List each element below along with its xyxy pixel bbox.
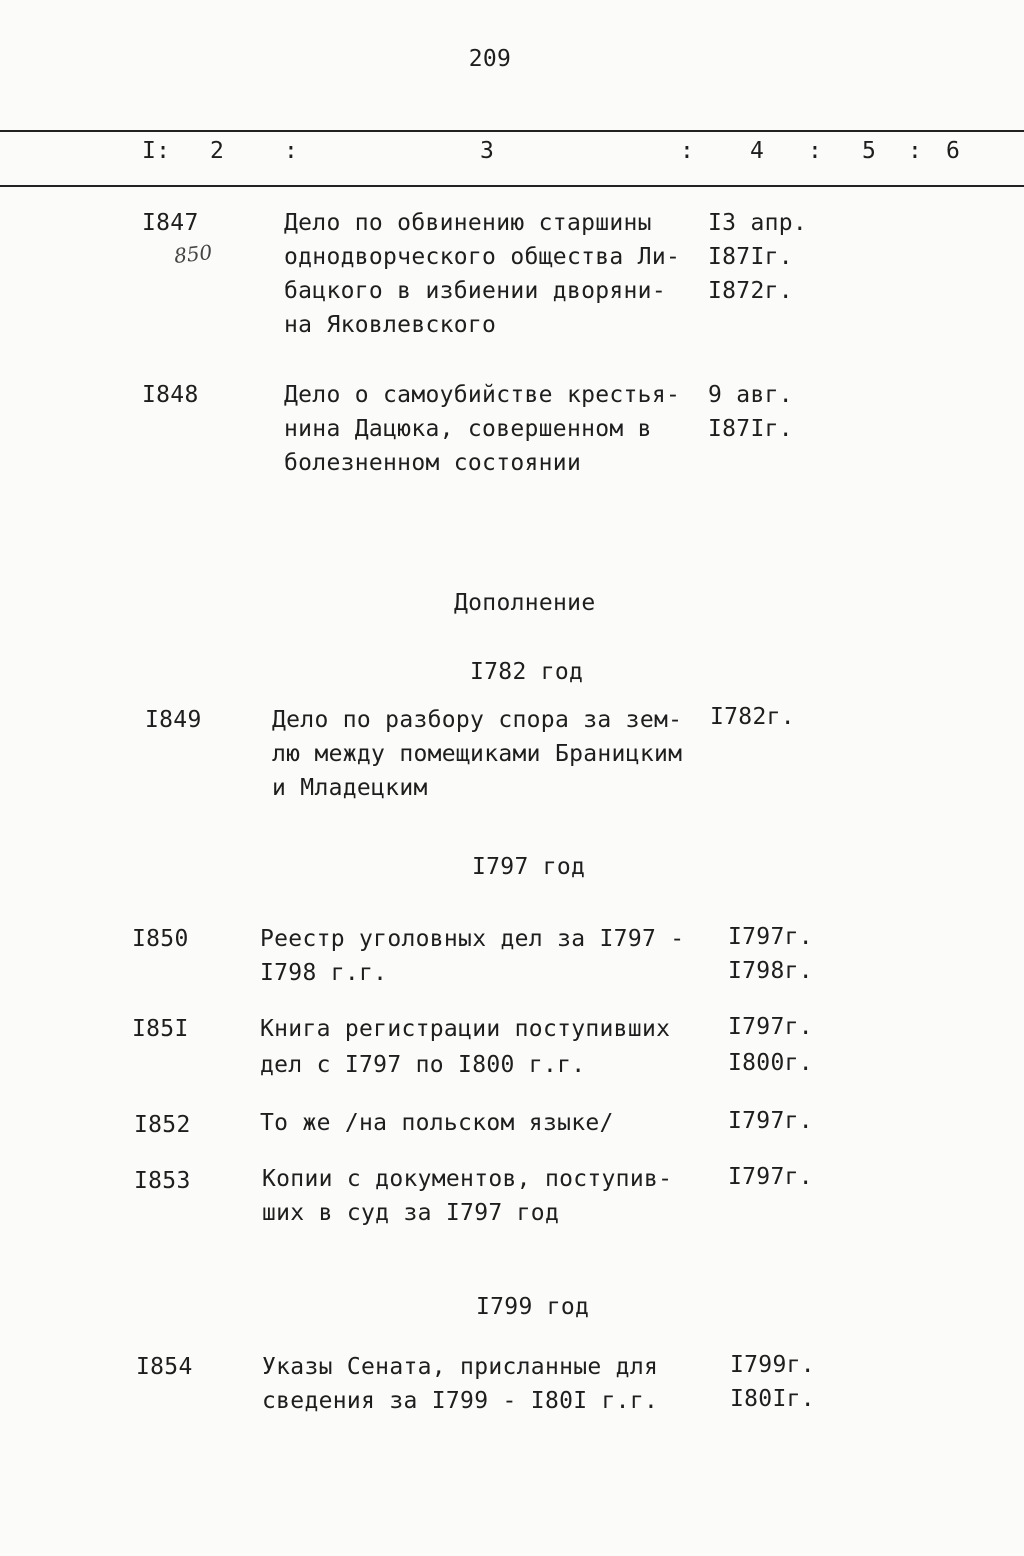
col-6-label: 6 [946, 138, 961, 164]
col-4-label: 4 [750, 138, 765, 164]
section-title: Дополнение [454, 590, 596, 616]
entry-date: I798г. [728, 958, 813, 984]
entry-title-line: Реестр уголовных дел за I797 - [260, 926, 685, 952]
entry-title-line: Копии с документов, поступив- [262, 1166, 673, 1192]
entry-date: 9 авг. [708, 382, 793, 408]
col-3-label: 3 [480, 138, 495, 164]
entry-title-line: лю между помещиками Браницким [272, 741, 683, 767]
entry-date: I87Iг. [708, 244, 793, 270]
header-top-rule [0, 130, 1024, 132]
entry-number: I852 [134, 1112, 191, 1138]
entry-number: I848 [142, 382, 199, 408]
entry-title-line: Указы Сената, присланные для [262, 1354, 659, 1380]
entry-number: I853 [134, 1168, 191, 1194]
entry-number: I847 [142, 210, 199, 236]
entry-date: I799г. [730, 1352, 815, 1378]
year-heading: I797 год [472, 854, 586, 880]
entry-date: I797г. [728, 1164, 813, 1190]
entry-title-line: бацкого в избиении дворяни- [284, 278, 666, 304]
entry-date: I87Iг. [708, 416, 793, 442]
col-separator: : [284, 138, 299, 164]
year-heading: I799 год [476, 1294, 590, 1320]
entry-date: I80Iг. [730, 1386, 815, 1412]
col-1-label: I: [142, 138, 171, 164]
page-number: 209 [468, 46, 512, 72]
entry-title-line: Дело о самоубийстве крестья- [284, 382, 681, 408]
header-bottom-rule [0, 185, 1024, 187]
entry-date: I800г. [728, 1050, 813, 1076]
entry-title-line: болезненном состоянии [284, 450, 582, 476]
entry-number: I854 [136, 1354, 193, 1380]
entry-title-line: нина Дацюка, совершенном в [284, 416, 652, 442]
col-separator: : [808, 138, 823, 164]
entry-date: I3 апр. [708, 210, 808, 236]
year-heading: I782 год [470, 659, 584, 685]
entry-date: I782г. [710, 704, 795, 730]
entry-number: I849 [145, 707, 202, 733]
entry-title-line: на Яковлевского [284, 312, 497, 338]
entry-title-line: и Младецким [272, 775, 428, 801]
col-2-label: 2 [210, 138, 225, 164]
entry-number: I850 [132, 926, 189, 952]
entry-date: I797г. [728, 1108, 813, 1134]
entry-title-line: дел с I797 по I800 г.г. [260, 1052, 586, 1078]
entry-title-line: Дело по обвинению старшины [284, 210, 652, 236]
entry-title-line: однодворческого общества Ли- [284, 244, 681, 270]
entry-title-line: Книга регистрации поступивших [260, 1016, 671, 1042]
handwritten-old-number: 850 [172, 240, 214, 268]
col-5-label: 5 [862, 138, 877, 164]
entry-date: I872г. [708, 278, 793, 304]
col-separator: : [680, 138, 695, 164]
entry-number: I85I [132, 1016, 189, 1042]
entry-title-line: ших в суд за I797 год [262, 1200, 560, 1226]
entry-title-line: I798 г.г. [260, 960, 388, 986]
entry-title-line: сведения за I799 - I80I г.г. [262, 1388, 659, 1414]
entry-date: I797г. [728, 1014, 813, 1040]
entry-title-line: То же /на польском языке/ [260, 1110, 614, 1136]
entry-title-line: Дело по разбору спора за зем- [272, 707, 683, 733]
entry-date: I797г. [728, 924, 813, 950]
col-separator: : [908, 138, 923, 164]
